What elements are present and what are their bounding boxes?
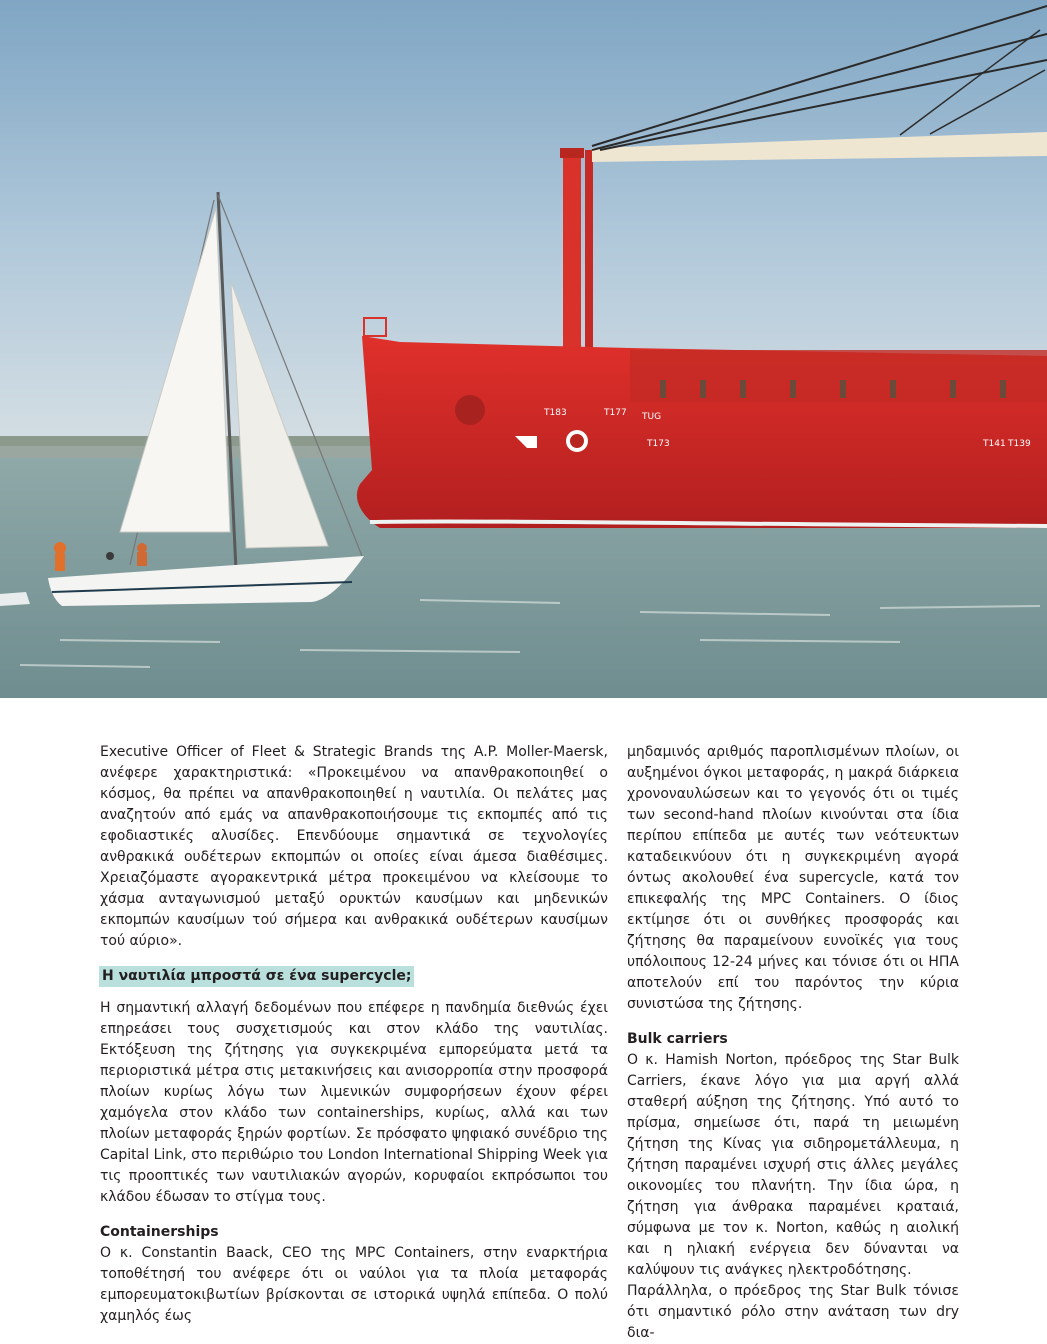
- article-left-column: [100, 742, 608, 1327]
- paragraph: Η σημαντική αλλαγή δεδομένων που επέφερε η πανδημία διεθνώς έχει επηρεάσει τους συσχετισμούς και στον κλάδο της ναυτιλίας. Εκτόξευση της ζήτησης για συγκεκριμένα εμπορεύματα μετά τα περιοριστικά μέτρα στις μετακινήσεις και ανισορροπία στην προσφορά πλοίων κυρίως λόγω των λιμενικών συμφορήσεων έχουν φέρει χαμόγελα στον κλάδο των containerships, κυρίως, αλλά και των πλοίων μεταφοράς ξηρών φορτίων. Σε πρόσφατο ψηφιακό συνέδριο της Capital Link, στο περιθώριο του London International Shipping Week για τις προοπτικές των ναυτιλιακών αγορών, κορυφαίοι εκπρόσωποι του κλάδου έδωσαν το στίγμα τους.: [100, 1000, 608, 1205]
- paragraph: μηδαμινός αριθμός παροπλισμένων πλοίων, οι αυξημένοι όγκοι μεταφοράς, η μακρά διάρκεια χρονοναυλώσεων και το γεγονός ότι οι τιμές των second-hand πλοίων κινούνται στα ίδια περίπου επίπεδα με αυτές των νεότευκτων καταδεικνύουν ότι η συγκεκριμένη αγορά όντως ακολουθεί ένα supercycle, κατά τον επικεφαλής της MPC Containers. Ο ίδιος εκτίμησε ότι οι συνθήκες προσφοράς και ζήτησης θα παραμείνουν ευνοϊκές για τους υπόλοιπους 12-24 μήνες και τόνισε ότι οι ΗΠΑ αποτελούν επί του παρόντος την κύρια συνιστώσα της ζήτησης.: [627, 744, 959, 1012]
- subheading-bulk-carriers: Bulk carriers: [627, 1031, 728, 1047]
- subheading-containerships: Containerships: [100, 1224, 219, 1240]
- ship-marking: T177: [604, 408, 627, 418]
- section-heading-wrapper: [100, 966, 608, 987]
- ship-marking: TUG: [642, 412, 662, 422]
- ship-marking: T183: [544, 408, 567, 418]
- ship-marking: T141: [983, 439, 1006, 449]
- section-heading: Η ναυτιλία μπροστά σε ένα supercycle;: [99, 966, 414, 987]
- article-right-column: [627, 742, 959, 1344]
- ship-marking: T173: [647, 439, 670, 449]
- paragraph: Ο κ. Constantin Baack, CEO της MPC Containers, στην εναρκτήρια τοποθέτησή του ανέφερε ότι οι ναύλοι για τα πλοία μεταφοράς εμπορευματοκιβωτίων βρίσκονται σε ιστορικά υψηλά επίπεδα. Ο πολύ χαμηλός έως: [100, 1245, 608, 1324]
- paragraph: Executive Officer of Fleet & Strategic Brands της A.P. Moller-Maersk, ανέφερε χαρακτηριστικά: «Προκειμένου να απανθρακοποιηθεί ο κόσμος, θα πρέπει να απανθρακοποιηθεί η ναυτιλία. Οι πελάτες μας αναζητούν από εμάς να απανθρακοποιήσουμε τις εκπομπές από τις εφοδιαστικές αλυσίδες. Επενδύουμε σημαντικά σε τεχνολογίες ανθρακικά ουδέτερων εκπομπών οι οποίες είναι άμεσα διαθέσιμες. Χρειαζόμαστε αγορακεντρικά μέτρα προκειμένου να κλείσουμε το χάσμα ανταγωνισμού μεταξύ ορυκτών καυσίμων και μηδενικών εκπομπών καυσίμων τού σήμερα και ανθρακικά ουδέτερων καυσίμων τού αύριο».: [100, 744, 608, 949]
- paragraph: Ο κ. Hamish Norton, πρόεδρος της Star Bulk Carriers, έκανε λόγο για μια αργή αλλά σταθερή αύξηση της ζήτησης. Υπό αυτό το πρίσμα, σημείωσε ότι, παρά τη μειωμένη ζήτηση της Κίνας για σιδηρομετάλλευμα, η ζήτηση παραμένει ισχυρή στις άλλες μεγάλες οικονομίες του πλανήτη. Την ίδια ώρα, η ζήτηση για άνθρακα παραμένει κραταιά, σύμφωνα με τον κ. Norton, καθώς η αιολική και η ηλιακή ενέργεια δεν δύνανται να καλύψουν τις ανάγκες ηλεκτροδότησης.: [627, 1052, 959, 1278]
- paragraph: Παράλληλα, ο πρόεδρος της Star Bulk τόνισε ότι σημαντικό ρόλο στην ανάταση των dry δια-: [627, 1283, 959, 1341]
- ship-marking: T139: [1008, 439, 1031, 449]
